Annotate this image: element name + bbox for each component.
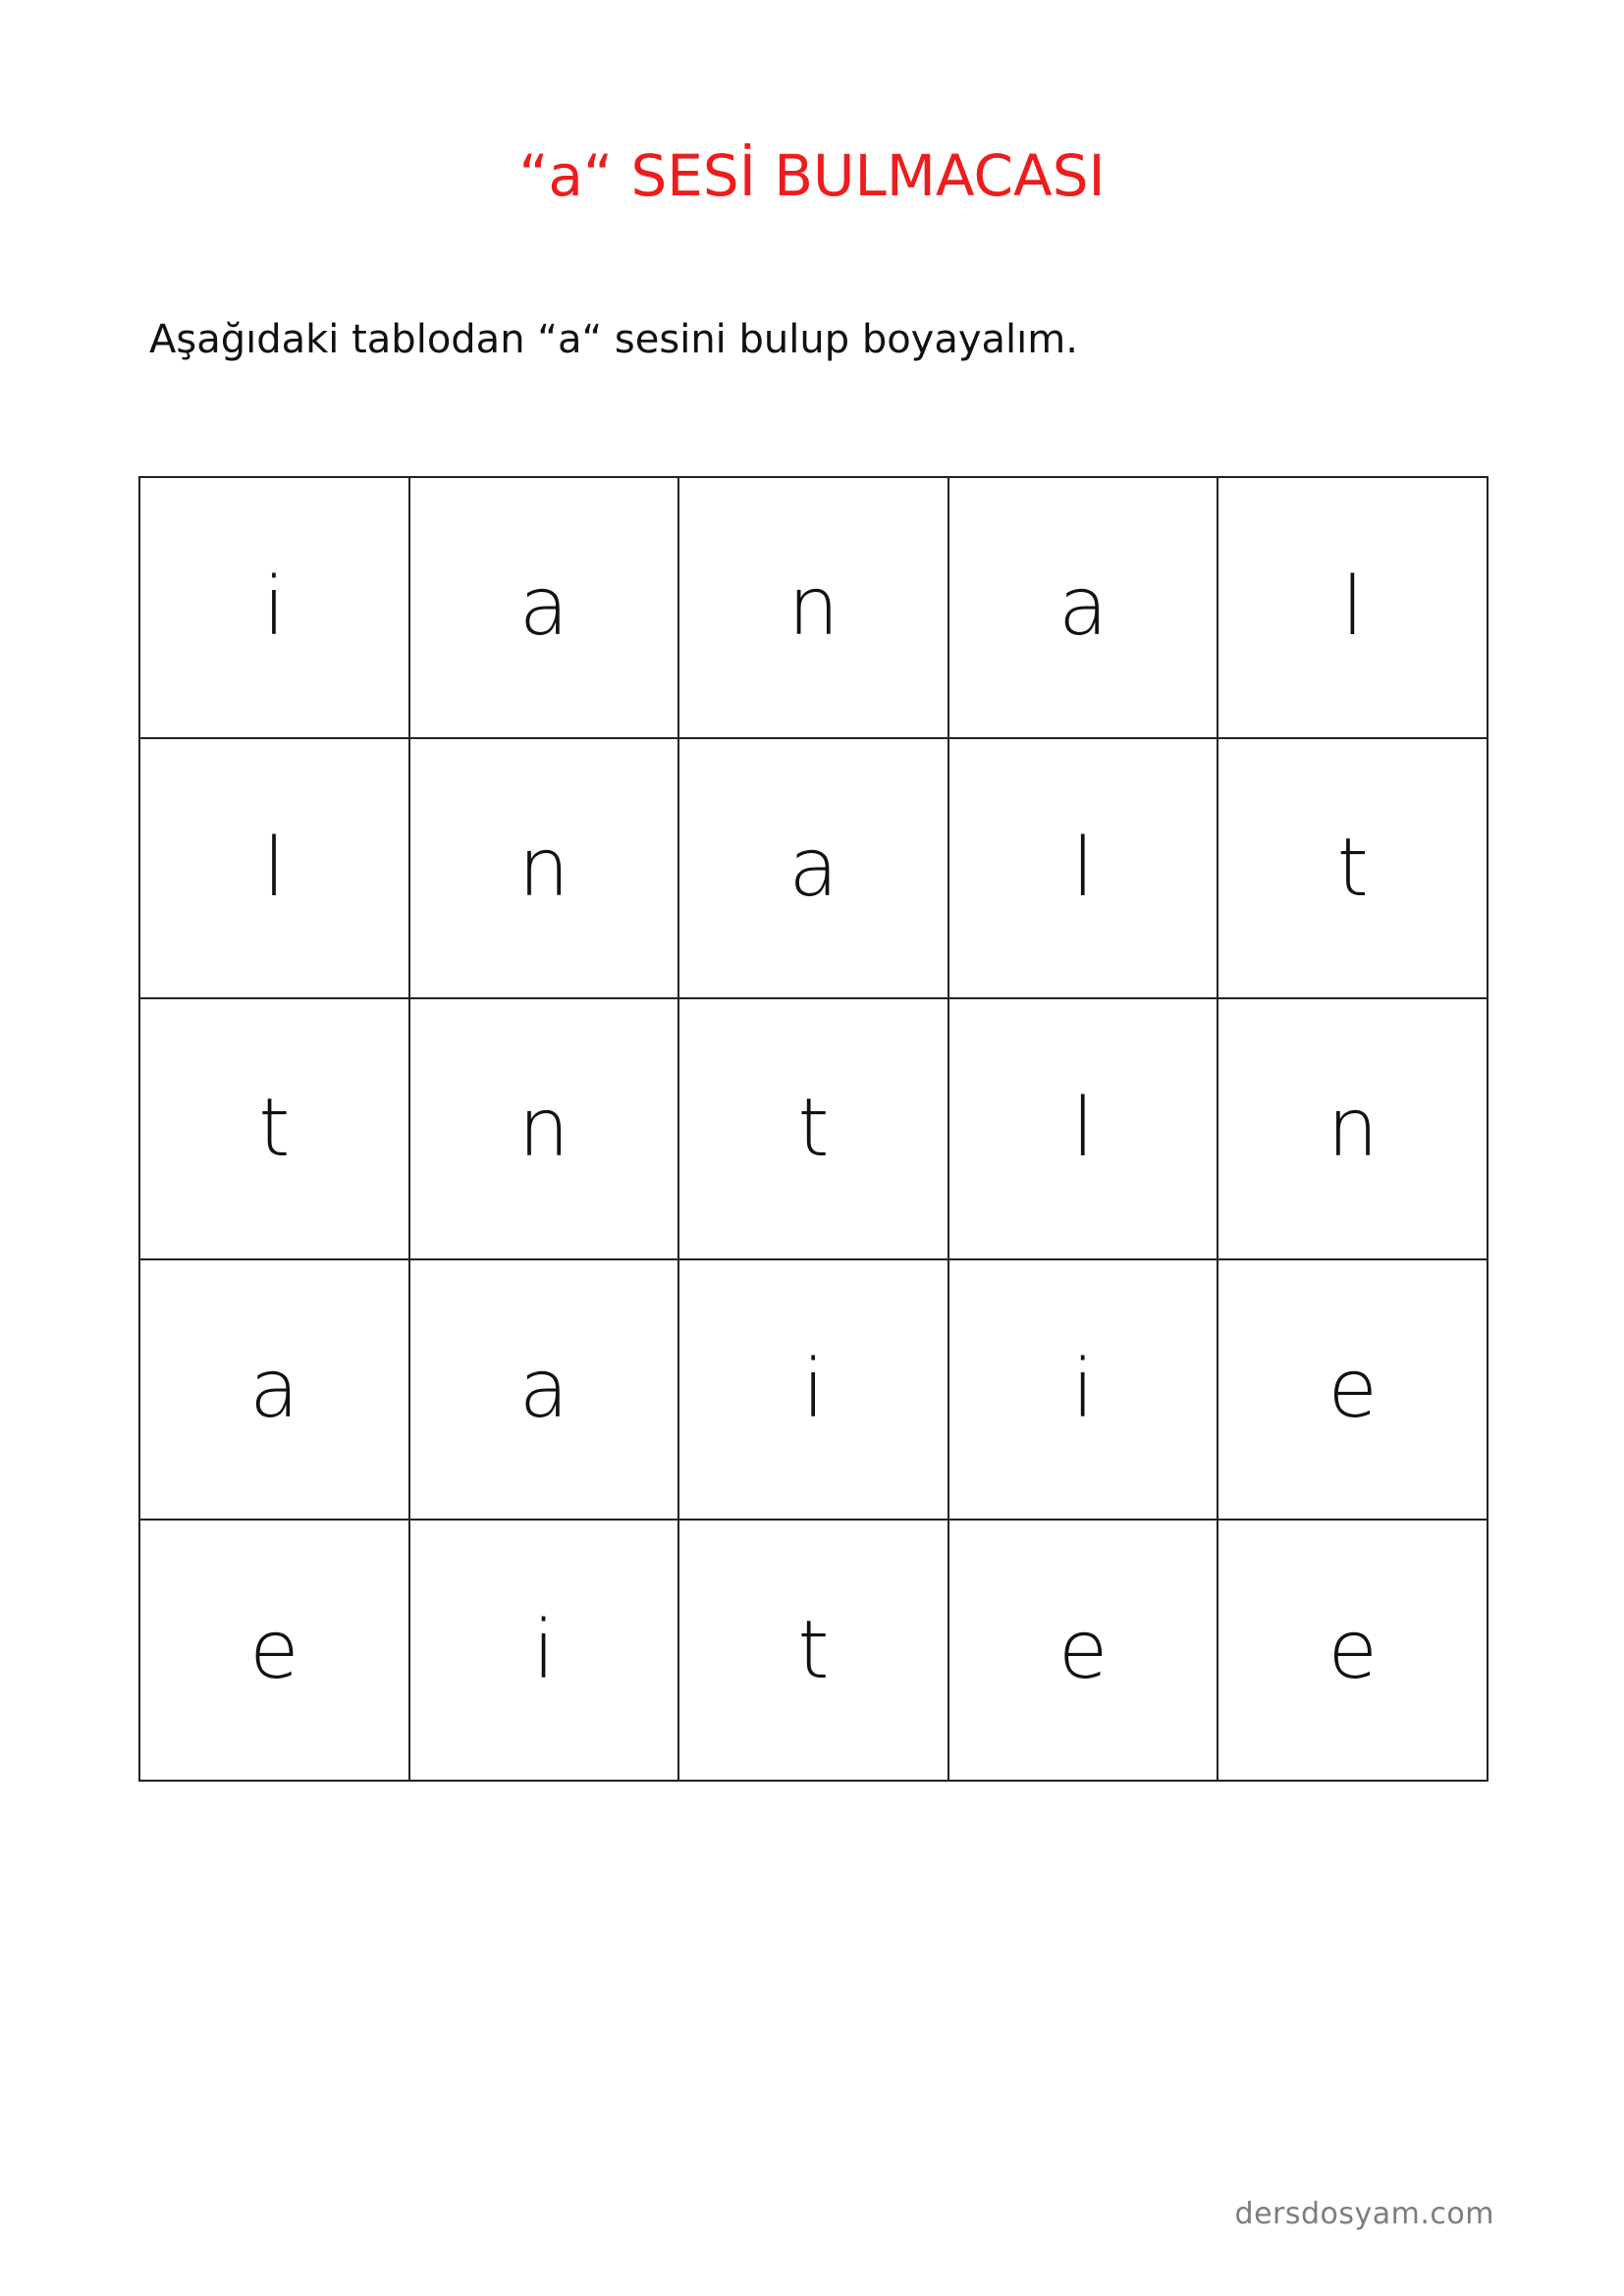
grid-row [139, 738, 1488, 999]
grid-cell[interactable]: e [1218, 1520, 1488, 1781]
grid-cell[interactable]: t [678, 998, 948, 1259]
grid-row [139, 1520, 1488, 1781]
grid-cell[interactable]: t [139, 998, 409, 1259]
page-title: “a“ SESİ BULMACASI [518, 142, 1106, 209]
grid-row [139, 477, 1488, 738]
grid-cell[interactable]: a [409, 477, 679, 738]
grid-cell[interactable]: t [1218, 738, 1488, 999]
grid-cell[interactable]: e [139, 1520, 409, 1781]
grid-cell[interactable]: e [948, 1520, 1218, 1781]
grid-cell[interactable]: n [409, 738, 679, 999]
instruction-text: Aşağıdaki tablodan “a“ sesini bulup boyayalım. [149, 317, 1078, 362]
grid-cell[interactable]: a [139, 1259, 409, 1521]
grid-cell[interactable]: l [139, 738, 409, 999]
grid-cell[interactable]: l [1218, 477, 1488, 738]
grid-cell[interactable]: a [409, 1259, 679, 1521]
grid-cell[interactable]: i [948, 1259, 1218, 1521]
grid-cell[interactable]: i [139, 477, 409, 738]
grid-cell[interactable]: i [409, 1520, 679, 1781]
grid-cell[interactable]: n [409, 998, 679, 1259]
grid-row [139, 998, 1488, 1259]
grid-row [139, 1259, 1488, 1521]
grid-cell[interactable]: e [1218, 1259, 1488, 1521]
grid-cell[interactable]: a [948, 477, 1218, 738]
grid-cell[interactable]: l [948, 738, 1218, 999]
grid-cell[interactable]: t [678, 1520, 948, 1781]
grid-cell[interactable]: l [948, 998, 1218, 1259]
grid-cell[interactable]: i [678, 1259, 948, 1521]
grid-cell[interactable]: a [678, 738, 948, 999]
site-watermark: dersdosyam.com [1234, 2197, 1494, 2231]
letter-grid [138, 476, 1489, 1782]
grid-cell[interactable]: n [678, 477, 948, 738]
grid-cell[interactable]: n [1218, 998, 1488, 1259]
